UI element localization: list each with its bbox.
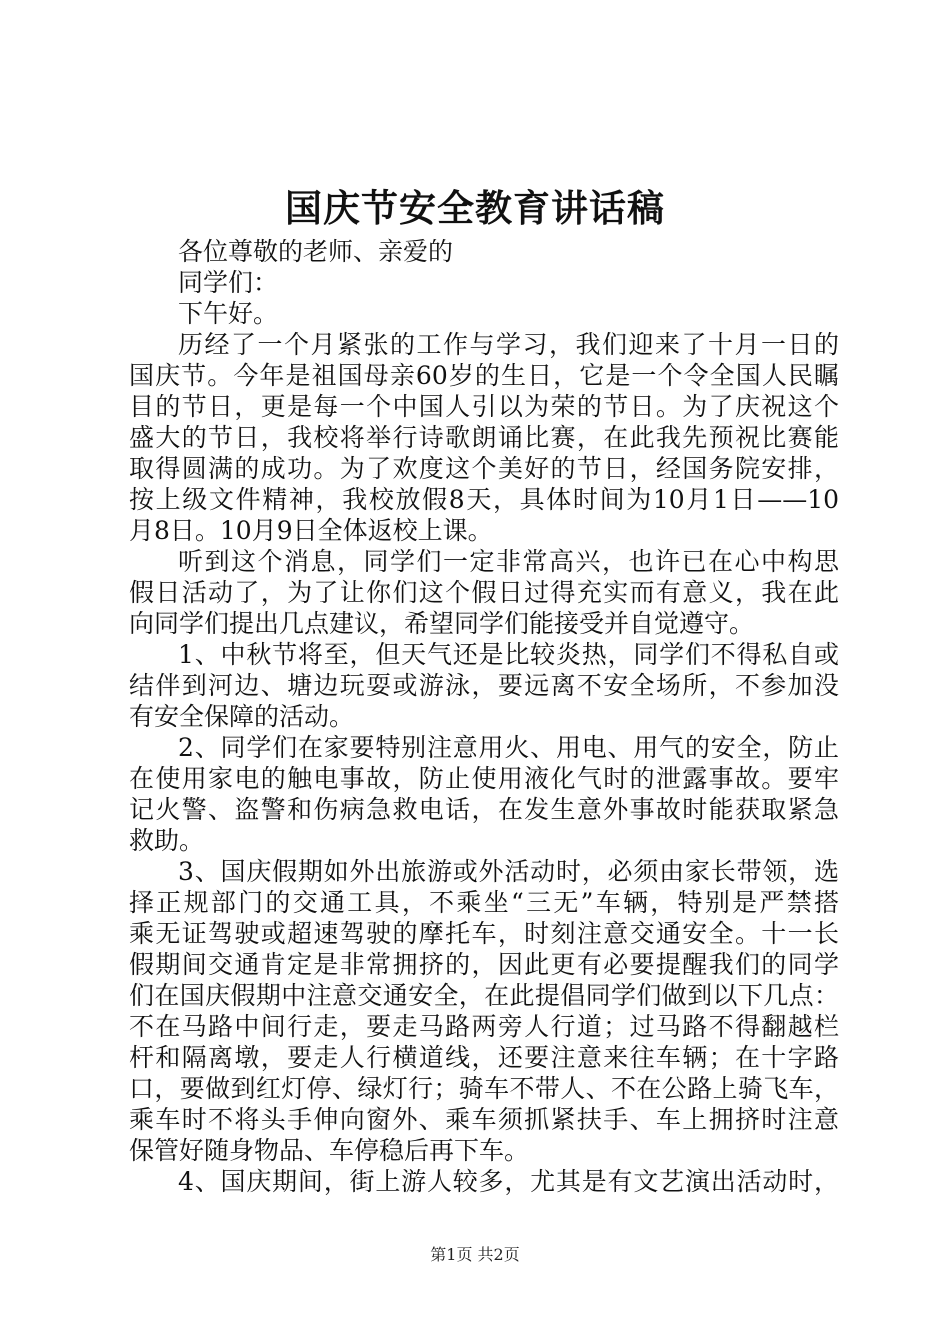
text-line: 按上级文件精神，我校放假8天，具体时间为10月1日——10 — [129, 485, 839, 514]
text-line: 同学们： — [178, 268, 279, 297]
text-line: 各位尊敬的老师、亲爱的 — [178, 237, 454, 266]
text-line: 目的节日，更是每一个中国人引以为荣的节日。为了庆祝这个 — [129, 392, 839, 421]
text-line: 历经了一个月紧张的工作与学习，我们迎来了十月一日的 — [178, 330, 839, 359]
page-footer: 第1页 共2页 — [430, 1245, 520, 1264]
text-line: 听到这个消息，同学们一定非常高兴，也许已在心中构思 — [178, 547, 839, 576]
text-line: 保管好随身物品、车停稳后再下车。 — [129, 1136, 530, 1165]
text-line: 择正规部门的交通工具，不乘坐“三无”车辆，特别是严禁搭 — [129, 888, 839, 917]
text-line: 乘车时不将头手伸向窗外、乘车须抓紧扶手、车上拥挤时注意 — [129, 1105, 839, 1134]
document-title: 国庆节安全教育讲话稿 — [285, 186, 665, 230]
text-line: 杆和隔离墩，要走人行横道线，还要注意来往车辆；在十字路 — [129, 1043, 839, 1072]
text-line: 不在马路中间行走，要走马路两旁人行道；过马路不得翻越栏 — [129, 1012, 839, 1041]
text-line: 假期间交通肯定是非常拥挤的，因此更有必要提醒我们的同学 — [129, 950, 839, 979]
text-line: 假日活动了，为了让你们这个假日过得充实而有意义，我在此 — [129, 578, 839, 607]
text-line: 下午好。 — [178, 299, 279, 328]
text-line: 取得圆满的成功。为了欢度这个美好的节日，经国务院安排， — [129, 454, 839, 483]
text-line: 月8日。10月9日全体返校上课。 — [129, 516, 493, 545]
text-line: 结伴到河边、塘边玩耍或游泳，要远离不安全场所，不参加没 — [129, 671, 839, 700]
text-line: 记火警、盗警和伤病急救电话，在发生意外事故时能获取紧急 — [129, 795, 839, 824]
text-line: 国庆节。今年是祖国母亲60岁的生日，它是一个令全国人民瞩 — [129, 361, 839, 390]
text-line: 乘无证驾驶或超速驾驶的摩托车，时刻注意交通安全。十一长 — [129, 919, 839, 948]
text-line: 1、中秋节将至，但天气还是比较炎热，同学们不得私自或 — [178, 640, 839, 669]
text-line: 向同学们提出几点建议，希望同学们能接受并自觉遵守。 — [129, 609, 755, 638]
text-line: 4、国庆期间，街上游人较多，尤其是有文艺演出活动时， — [178, 1167, 839, 1196]
text-line: 有安全保障的活动。 — [129, 702, 355, 731]
text-line: 口，要做到红灯停、绿灯行；骑车不带人、不在公路上骑飞车， — [129, 1074, 839, 1103]
text-line: 盛大的节日，我校将举行诗歌朗诵比赛，在此我先预祝比赛能 — [129, 423, 839, 452]
text-line: 2、同学们在家要特别注意用火、用电、用气的安全，防止 — [178, 733, 839, 762]
text-line: 在使用家电的触电事故，防止使用液化气时的泄露事故。要牢 — [129, 764, 839, 793]
document-body — [129, 236, 839, 1197]
text-line: 3、国庆假期如外出旅游或外活动时，必须由家长带领，选 — [178, 857, 839, 886]
text-line: 救助。 — [129, 826, 205, 855]
text-line: 们在国庆假期中注意交通安全，在此提倡同学们做到以下几点： — [129, 981, 839, 1010]
